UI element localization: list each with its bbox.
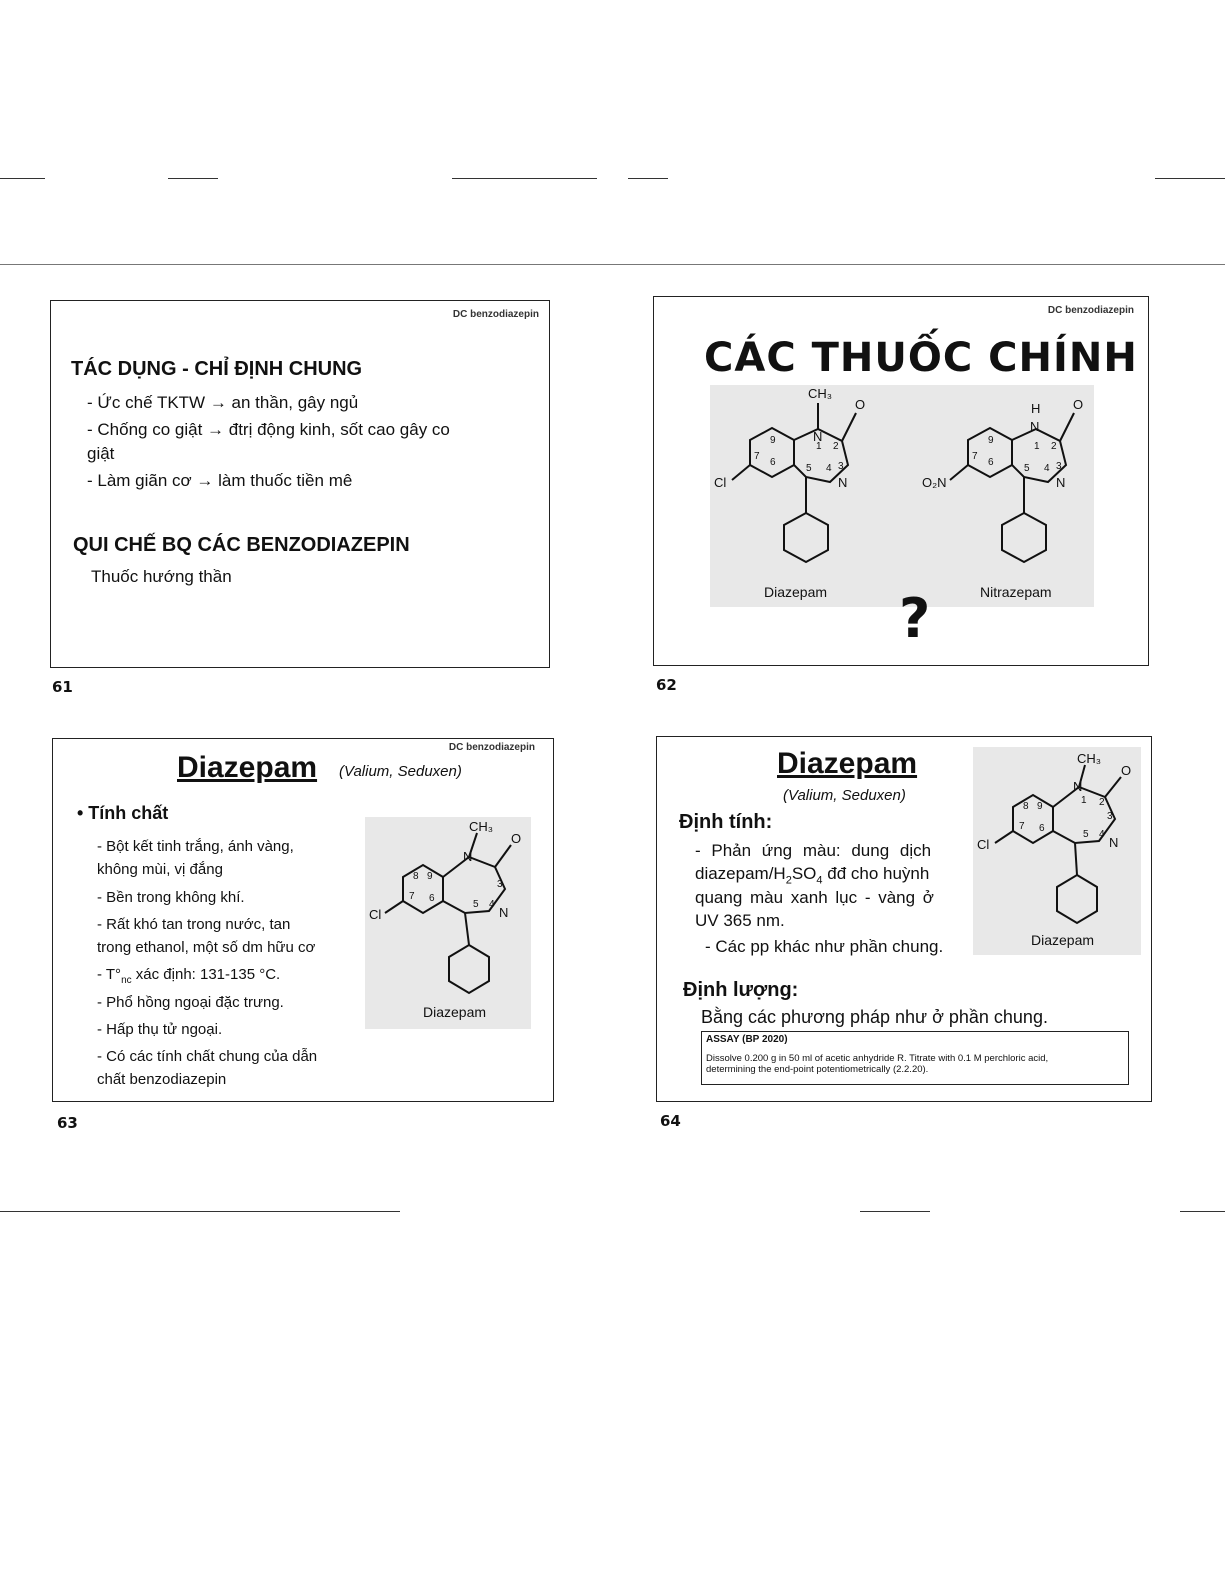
assay-line: Bằng các phương pháp như ở phần chung. <box>701 1007 1048 1027</box>
molecule-label: Nitrazepam <box>980 584 1052 600</box>
svg-text:7: 7 <box>1019 821 1025 832</box>
slide-title: Diazepam <box>177 751 318 784</box>
scan-rule <box>0 1211 400 1212</box>
svg-text:9: 9 <box>988 435 994 446</box>
heading-assay: Định lượng: <box>683 979 799 1001</box>
section-heading: • Tính chất <box>77 803 169 823</box>
subscript: 2 <box>785 874 792 887</box>
question-mark: ? <box>899 587 931 650</box>
svg-text:CH₃: CH₃ <box>1077 751 1102 766</box>
slide-64 <box>656 736 1152 1102</box>
screened-background <box>365 817 531 1029</box>
slide-63 <box>52 738 554 1102</box>
slide-title: CÁC THUỐC CHÍNH <box>704 335 1138 381</box>
svg-text:6: 6 <box>429 893 435 904</box>
slide-subtitle: (Valium, Seduxen) <box>339 763 462 780</box>
svg-text:3: 3 <box>1107 811 1113 822</box>
heading-effects: TÁC DỤNG - CHỈ ĐỊNH CHUNG <box>71 358 363 380</box>
svg-text:N: N <box>1073 779 1083 794</box>
slide-subtitle: (Valium, Seduxen) <box>783 787 906 804</box>
scan-rule <box>628 178 668 179</box>
property-line <box>97 966 280 986</box>
slide-62 <box>653 296 1149 666</box>
svg-text:6: 6 <box>1039 823 1045 834</box>
molecule-label: Diazepam <box>423 1004 487 1020</box>
molecule-label: Diazepam <box>764 584 828 600</box>
svg-text:H: H <box>1031 401 1041 416</box>
text-fragment: - T° <box>97 966 122 983</box>
subscript: 4 <box>816 874 823 887</box>
svg-text:N: N <box>1030 419 1040 434</box>
svg-text:O: O <box>1121 763 1132 778</box>
property-line: - Có các tính chất chung của dẫn <box>97 1048 318 1065</box>
slide-title: Diazepam <box>777 747 918 780</box>
page-number: 64 <box>660 1112 681 1130</box>
svg-text:1: 1 <box>816 441 822 452</box>
text-fragment: SO <box>791 864 817 883</box>
svg-text:6: 6 <box>988 457 994 468</box>
svg-text:9: 9 <box>427 871 433 882</box>
screened-background <box>973 747 1141 955</box>
svg-text:5: 5 <box>473 899 479 910</box>
effect-line: - Ức chế TKTW → an thần, gây ngủ <box>87 393 359 412</box>
identification-line: - Các pp khác như phần chung. <box>705 937 944 956</box>
svg-text:3: 3 <box>497 879 503 890</box>
molecules-image <box>710 385 1094 607</box>
svg-text:1: 1 <box>1034 441 1040 452</box>
scan-rule <box>0 178 45 179</box>
effect-line: - Chống co giật → đtrị động kinh, sốt cao gây co <box>87 420 450 439</box>
svg-text:N: N <box>463 849 473 864</box>
heading-identification: Định tính: <box>679 811 773 833</box>
slide-tag: DC benzodiazepin <box>1047 305 1134 316</box>
property-line: - Bền trong không khí. <box>97 889 245 906</box>
svg-text:Cl: Cl <box>369 907 382 922</box>
page-number: 63 <box>57 1114 78 1132</box>
svg-text:7: 7 <box>754 451 760 462</box>
effect-line: - Làm giãn cơ → làm thuốc tiền mê <box>87 471 353 490</box>
identification-line: UV 365 nm. <box>695 911 785 930</box>
svg-text:4: 4 <box>1099 829 1105 840</box>
svg-text:N: N <box>499 905 509 920</box>
subscript: nc <box>121 975 132 986</box>
scan-rule <box>452 178 597 179</box>
diazepam-image <box>365 817 531 1029</box>
svg-text:CH₃: CH₃ <box>469 819 494 834</box>
svg-text:1: 1 <box>1081 795 1087 806</box>
svg-text:N: N <box>838 475 848 490</box>
svg-text:2: 2 <box>1099 797 1105 808</box>
svg-text:3: 3 <box>1056 461 1062 472</box>
molecule-label: Diazepam <box>1031 932 1095 948</box>
svg-text:N: N <box>813 429 823 444</box>
svg-text:Cl: Cl <box>714 475 727 490</box>
scan-rule <box>0 264 1225 265</box>
identification-line: quang màu xanh lục - vàng ở <box>695 888 934 907</box>
svg-text:5: 5 <box>806 463 812 474</box>
svg-text:N: N <box>1056 475 1066 490</box>
property-line: - Hấp thụ tử ngoại. <box>97 1021 223 1038</box>
property-line: không mùi, vị đắng <box>97 861 223 878</box>
identification-line <box>695 864 929 886</box>
svg-text:9: 9 <box>1037 801 1043 812</box>
assay-heading: ASSAY (BP 2020) <box>706 1034 788 1045</box>
svg-text:4: 4 <box>826 463 832 474</box>
text-fragment: đđ cho huỳnh <box>822 864 930 883</box>
regulation-line: Thuốc hướng thần <box>91 567 232 586</box>
property-line: trong ethanol, một số dm hữu cơ <box>97 939 316 956</box>
svg-text:7: 7 <box>972 451 978 462</box>
assay-text: Dissolve 0.200 g in 50 ml of acetic anhydride R. Titrate with 0.1 M perchloric acid, <box>706 1053 1049 1064</box>
page-number: 62 <box>656 676 677 694</box>
property-line: - Bột kết tinh trắng, ánh vàng, <box>97 838 294 855</box>
svg-text:5: 5 <box>1024 463 1030 474</box>
svg-text:8: 8 <box>413 871 419 882</box>
effect-line: giật <box>87 444 115 463</box>
identification-line: - Phản ứng màu: dung dịch <box>695 841 932 860</box>
text-fragment: xác định: 131-135 °C. <box>131 966 281 983</box>
svg-text:9: 9 <box>770 435 776 446</box>
scan-rule <box>1155 178 1225 179</box>
slide-tag: DC benzodiazepin <box>452 309 539 320</box>
svg-text:N: N <box>1109 835 1119 850</box>
property-line: - Phổ hồng ngoại đặc trưng. <box>97 994 284 1011</box>
svg-text:6: 6 <box>770 457 776 468</box>
page-number: 61 <box>52 678 73 696</box>
slide-61 <box>50 300 550 668</box>
svg-text:3: 3 <box>838 461 844 472</box>
heading-regulation: QUI CHẾ BQ CÁC BENZODIAZEPIN <box>73 534 410 556</box>
svg-text:O: O <box>511 831 522 846</box>
property-line: - Rất khó tan trong nước, tan <box>97 916 291 933</box>
scan-rule <box>860 1211 930 1212</box>
slide-tag: DC benzodiazepin <box>448 742 535 753</box>
svg-text:O: O <box>1073 397 1084 412</box>
diazepam-image <box>973 747 1141 955</box>
scan-rule <box>1180 1211 1225 1212</box>
svg-text:O: O <box>855 397 866 412</box>
svg-text:4: 4 <box>489 899 495 910</box>
svg-text:CH₃: CH₃ <box>808 386 833 401</box>
svg-text:5: 5 <box>1083 829 1089 840</box>
svg-text:O₂N: O₂N <box>922 475 947 490</box>
assay-text: determining the end-point potentiometrically (2.2.20). <box>706 1064 929 1075</box>
svg-text:4: 4 <box>1044 463 1050 474</box>
property-line: chất benzodiazepin <box>97 1071 227 1088</box>
text-fragment: diazepam/H <box>695 864 786 883</box>
svg-text:2: 2 <box>833 441 839 452</box>
svg-text:7: 7 <box>409 891 415 902</box>
svg-text:Cl: Cl <box>977 837 990 852</box>
scan-rule <box>168 178 218 179</box>
svg-text:2: 2 <box>1051 441 1057 452</box>
assay-box <box>701 1031 1129 1085</box>
svg-text:8: 8 <box>1023 801 1029 812</box>
